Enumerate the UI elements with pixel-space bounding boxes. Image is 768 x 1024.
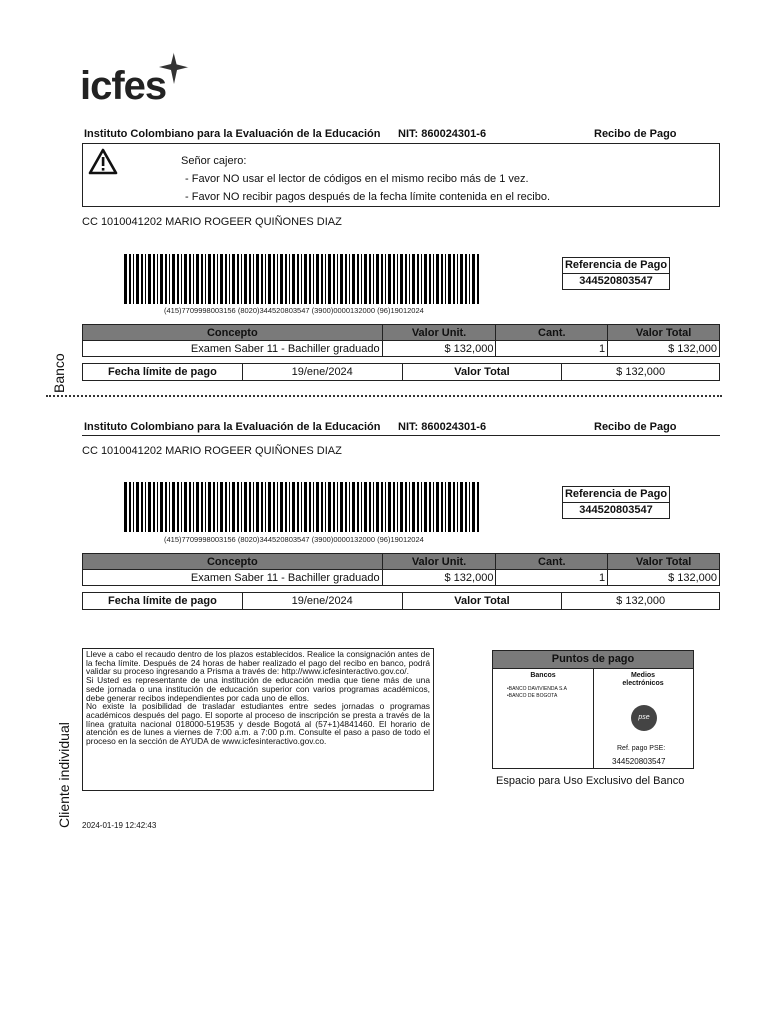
banks-label: Bancos (530, 672, 556, 679)
barcode-bar (237, 254, 239, 304)
payment-reference-box (562, 486, 670, 519)
barcode-bar (400, 254, 403, 304)
barcode-bar (337, 254, 338, 304)
payment-barcode (124, 482, 480, 532)
warning-greeting: Señor cajero: (181, 155, 247, 167)
barcode-bar (393, 254, 395, 304)
barcode-bar (193, 254, 194, 304)
barcode-bar (265, 482, 266, 532)
barcode-bar (477, 482, 479, 532)
barcode-bar (268, 254, 271, 304)
barcode-bar (141, 254, 143, 304)
barcode-bar (273, 254, 275, 304)
payment-reference-value: 344520803547 (579, 504, 653, 516)
header-cant: Cant. (496, 554, 608, 570)
barcode-bar (472, 482, 475, 532)
barcode-bar (333, 254, 335, 304)
barcode-bar (129, 254, 131, 304)
barcode-bar (381, 254, 383, 304)
barcode-bar (325, 254, 326, 304)
barcode-bar (285, 254, 287, 304)
barcode-bar (256, 482, 259, 532)
barcode-bar (369, 482, 371, 532)
barcode-bar (409, 254, 410, 304)
barcode-bar (433, 254, 434, 304)
barcode-bar (157, 254, 158, 304)
barcode-bar (441, 482, 443, 532)
barcode-bar (469, 482, 470, 532)
barcode-bar (477, 254, 479, 304)
barcode-bar (460, 482, 463, 532)
barcode-bar (241, 254, 242, 304)
barcode-bar (328, 482, 331, 532)
barcode-bar (172, 254, 175, 304)
barcode-bar (345, 482, 347, 532)
barcode-bar (253, 482, 254, 532)
nit: NIT: 860024301-6 (398, 421, 487, 433)
barcode-bar (141, 482, 143, 532)
side-label-banco: Banco (51, 353, 67, 393)
barcode-bar (189, 254, 191, 304)
payment-reference-box (562, 257, 670, 290)
electronic-column (593, 669, 693, 768)
barcode-bar (421, 482, 422, 532)
barcode-bar (405, 254, 407, 304)
barcode-bar (280, 254, 283, 304)
barcode-bar (213, 482, 215, 532)
barcode-bar (376, 254, 379, 304)
barcode-bar (165, 482, 167, 532)
barcode-bar (385, 254, 386, 304)
barcode-bar (405, 482, 407, 532)
barcode-bar (244, 254, 247, 304)
barcode-bar (373, 482, 374, 532)
barcode-bar (393, 482, 395, 532)
barcode-bar (388, 482, 391, 532)
barcode-bar (297, 482, 299, 532)
barcode-bar (421, 254, 422, 304)
barcode-bar (133, 482, 134, 532)
payment-barcode (124, 254, 480, 304)
barcode-bar (177, 254, 179, 304)
header-cant: Cant. (496, 325, 608, 341)
barcode-bar (304, 254, 307, 304)
barcode-bar (153, 482, 155, 532)
barcode-bar (184, 254, 187, 304)
barcode-bar (436, 254, 439, 304)
barcode-bar (232, 254, 235, 304)
barcode-bar (441, 254, 443, 304)
barcode-bar (417, 482, 419, 532)
barcode-bar (208, 254, 211, 304)
barcode-bar (193, 482, 194, 532)
barcode-bar (201, 482, 203, 532)
barcode-bar (160, 482, 163, 532)
barcode-bar (160, 254, 163, 304)
cashier-warning-box (82, 143, 720, 207)
barcode-bar (289, 482, 290, 532)
bank-item: •BANCO DE BOGOTA (507, 693, 558, 699)
barcode-bar (205, 254, 206, 304)
barcode-bar (381, 482, 383, 532)
institution-name: Instituto Colombiano para la Evaluación de la Educación (84, 421, 381, 433)
barcode-bar (424, 254, 427, 304)
barcode-bar (361, 254, 362, 304)
barcode-bar (301, 482, 302, 532)
row-valor-total: $ 132,000 (608, 341, 720, 357)
barcode-bar (397, 482, 398, 532)
barcode-bar (304, 482, 307, 532)
row-cant: 1 (496, 570, 608, 586)
barcode-bar (292, 482, 295, 532)
due-date-label: Fecha límite de pago (83, 364, 243, 381)
barcode-bar (328, 254, 331, 304)
barcode-bar (213, 254, 215, 304)
barcode-bar (364, 254, 367, 304)
bank-item: •BANCO DAVIVIENDA S.A (507, 686, 568, 692)
barcode-bar (313, 482, 314, 532)
barcode-bar (124, 482, 127, 532)
barcode-bar (337, 482, 338, 532)
barcode-bar (316, 482, 319, 532)
barcode-bar (136, 254, 139, 304)
barcode-bar (253, 254, 254, 304)
barcode-bar (153, 254, 155, 304)
barcode-bar (265, 254, 266, 304)
barcode-bar (220, 254, 223, 304)
barcode-bar (280, 482, 283, 532)
barcode-bar (256, 254, 259, 304)
barcode-bar (325, 482, 326, 532)
instructions-paragraph-3: No existe la posibilidad de trasladar estudiantes entre sedes jornadas o programas académicos después del pago. El soporte al proceso de inscripción se presta a través de la línea gratuita nacional 018000-519535 y desde Bogotá al (57+1)4841460. El horario de atención es de lunes a viernes de 7:00 a.m. a 7:00 p.m. Consulte el paso a paso de todo el proceso en la sección de AYUDA de www.icfesinteractivo.gov.co. (86, 701, 430, 747)
barcode-bar (181, 254, 182, 304)
barcode-bar (373, 254, 374, 304)
barcode-bar (453, 254, 455, 304)
barcode-bar (285, 482, 287, 532)
barcode-bar (369, 254, 371, 304)
row-cant: 1 (496, 341, 608, 357)
nit: NIT: 860024301-6 (398, 128, 487, 140)
pse-logo-icon: pse (631, 705, 657, 731)
barcode-bar (409, 482, 410, 532)
payment-reference-label: Referencia de Pago (563, 258, 669, 274)
header-valor-total: Valor Total (608, 554, 720, 570)
barcode-bar (196, 254, 199, 304)
barcode-bar (133, 254, 134, 304)
barcode-bar (217, 254, 218, 304)
barcode-bar (333, 482, 335, 532)
barcode-bar (352, 254, 355, 304)
icfes-star-icon (156, 50, 192, 86)
row-valor-unit: $ 132,000 (382, 341, 496, 357)
barcode-bar (445, 254, 446, 304)
barcode-bar (448, 482, 451, 532)
pse-ref-label: Ref. pago PSE: (617, 745, 666, 752)
payment-reference-label: Referencia de Pago (563, 487, 669, 503)
barcode-bar (189, 482, 191, 532)
barcode-bar (229, 254, 230, 304)
barcode-bar (340, 254, 343, 304)
barcode-bar (169, 254, 170, 304)
due-date-label: Fecha límite de pago (83, 593, 243, 610)
barcode-bar (453, 482, 455, 532)
barcode-bar (169, 482, 170, 532)
barcode-bar (277, 482, 278, 532)
barcode-bar (225, 254, 227, 304)
barcode-bar (400, 482, 403, 532)
concept-table (82, 324, 720, 357)
barcode-bar (148, 254, 151, 304)
barcode-bar (424, 482, 427, 532)
barcode-bar (457, 254, 458, 304)
cut-line (46, 395, 722, 397)
barcode-bar (316, 254, 319, 304)
payer-name: CC 1010041202 MARIO ROGEER QUIÑONES DIAZ (82, 216, 342, 228)
table-header (83, 554, 720, 570)
bank-exclusive-note: Espacio para Uso Exclusivo del Banco (496, 775, 685, 787)
barcode-bar (261, 254, 263, 304)
barcode-bar (261, 482, 263, 532)
table-row (83, 341, 720, 357)
warning-line-2: - Favor NO recibir pagos después de la fecha límite contenida en el recibo. (185, 191, 551, 203)
icfes-logo: icfes (80, 64, 167, 108)
barcode-bar (217, 482, 218, 532)
barcode-bar (385, 482, 386, 532)
header-valor-unit: Valor Unit. (382, 554, 496, 570)
table-header (83, 325, 720, 341)
barcode-bar (448, 254, 451, 304)
barcode-bar (429, 482, 431, 532)
total-label: Valor Total (402, 593, 562, 610)
barcode-bar (145, 482, 146, 532)
barcode-bar (297, 254, 299, 304)
barcode-bar (301, 254, 302, 304)
barcode-bar (177, 482, 179, 532)
barcode-bar (340, 482, 343, 532)
header-valor-total: Valor Total (608, 325, 720, 341)
warning-triangle-icon (88, 148, 118, 175)
payment-points-box (492, 650, 694, 769)
doc-type: Recibo de Pago (594, 421, 677, 433)
barcode-bar (241, 482, 242, 532)
barcode-bar (457, 482, 458, 532)
barcode-bar (388, 254, 391, 304)
header-valor-unit: Valor Unit. (382, 325, 496, 341)
barcode-bar (205, 482, 206, 532)
barcode-bar (436, 482, 439, 532)
instructions-paragraph-2: Si Usted es representante de una institución de educación media que tiene más de una sede jornada o una institución de educación superior con varios programas académicos, debe generar recibos independientes por cada uno de ellos. (86, 675, 430, 703)
barcode-bar (412, 482, 415, 532)
pse-ref-value: 344520803547 (612, 757, 666, 766)
row-valor-unit: $ 132,000 (382, 570, 496, 586)
due-date-value: 19/ene/2024 (242, 364, 402, 381)
barcode-bar (376, 482, 379, 532)
doc-type: Recibo de Pago (594, 128, 677, 140)
barcode-bar (460, 254, 463, 304)
summary-table (82, 363, 720, 381)
side-label-cliente: Cliente individual (56, 722, 72, 828)
header-concepto: Concepto (83, 554, 383, 570)
barcode-bar (229, 482, 230, 532)
row-concepto: Examen Saber 11 - Bachiller graduado (83, 570, 383, 586)
barcode-bar (472, 254, 475, 304)
barcode-bar (129, 482, 131, 532)
warning-line-1: - Favor NO usar el lector de códigos en el mismo recibo más de 1 vez. (185, 173, 529, 185)
banks-column (493, 669, 594, 768)
barcode-bar (292, 254, 295, 304)
row-concepto: Examen Saber 11 - Bachiller graduado (83, 341, 383, 357)
barcode-bar (148, 482, 151, 532)
barcode-bar (124, 254, 127, 304)
instructions-box (82, 648, 434, 791)
barcode-bar (165, 254, 167, 304)
header-concepto: Concepto (83, 325, 383, 341)
barcode-bar (364, 482, 367, 532)
total-value: $ 132,000 (562, 364, 720, 381)
barcode-bar (321, 482, 323, 532)
barcode-bar (357, 254, 359, 304)
total-label: Valor Total (402, 364, 562, 381)
barcode-bar (445, 482, 446, 532)
barcode-bar (244, 482, 247, 532)
barcode-bar (181, 482, 182, 532)
barcode-bar (361, 482, 362, 532)
barcode-bar (417, 254, 419, 304)
barcode-bar (268, 482, 271, 532)
payment-reference-value: 344520803547 (579, 275, 653, 287)
barcode-bar (309, 482, 311, 532)
electronic-label-2: electrónicos (622, 680, 664, 687)
barcode-bar (357, 482, 359, 532)
barcode-text: (415)7709998003156 (8020)344520803547 (3900)0000132000 (96)19012024 (164, 306, 424, 315)
barcode-bar (184, 482, 187, 532)
barcode-bar (309, 254, 311, 304)
barcode-bar (201, 254, 203, 304)
barcode-bar (469, 254, 470, 304)
barcode-bar (249, 482, 251, 532)
barcode-bar (429, 254, 431, 304)
barcode-bar (157, 482, 158, 532)
barcode-bar (249, 254, 251, 304)
barcode-bar (352, 482, 355, 532)
barcode-bar (220, 482, 223, 532)
barcode-bar (277, 254, 278, 304)
concept-table (82, 553, 720, 586)
total-value: $ 132,000 (562, 593, 720, 610)
barcode-bar (349, 482, 350, 532)
barcode-bar (208, 482, 211, 532)
barcode-bar (321, 254, 323, 304)
barcode-bar (465, 254, 467, 304)
barcode-bar (136, 482, 139, 532)
barcode-bar (232, 482, 235, 532)
barcode-bar (349, 254, 350, 304)
electronic-label-1: Medios (630, 672, 656, 679)
instructions-paragraph-1: Lleve a cabo el recaudo dentro de los plazos establecidos. Realice la consignación antes de la fecha límite. Después de 24 horas de haber realizado el pago del recibo en banco, podrá validar su proceso ingresando a Prisma a través de: http://www.icfesinteractivo.gov.co/. (86, 649, 430, 677)
institution-name: Instituto Colombiano para la Evaluación de la Educación (84, 128, 381, 140)
header-rule (82, 435, 720, 436)
row-valor-total: $ 132,000 (608, 570, 720, 586)
barcode-bar (412, 254, 415, 304)
table-row (83, 570, 720, 586)
barcode-bar (273, 482, 275, 532)
generated-timestamp: 2024-01-19 12:42:43 (82, 821, 157, 830)
barcode-bar (145, 254, 146, 304)
barcode-bar (433, 482, 434, 532)
barcode-text: (415)7709998003156 (8020)344520803547 (3900)0000132000 (96)19012024 (164, 535, 424, 544)
barcode-bar (196, 482, 199, 532)
due-date-value: 19/ene/2024 (242, 593, 402, 610)
summary-table (82, 592, 720, 610)
payer-name: CC 1010041202 MARIO ROGEER QUIÑONES DIAZ (82, 445, 342, 457)
barcode-bar (172, 482, 175, 532)
barcode-bar (345, 254, 347, 304)
barcode-bar (237, 482, 239, 532)
barcode-bar (313, 254, 314, 304)
barcode-bar (225, 482, 227, 532)
payment-points-title: Puntos de pago (493, 651, 693, 669)
barcode-bar (397, 254, 398, 304)
barcode-bar (465, 482, 467, 532)
barcode-bar (289, 254, 290, 304)
